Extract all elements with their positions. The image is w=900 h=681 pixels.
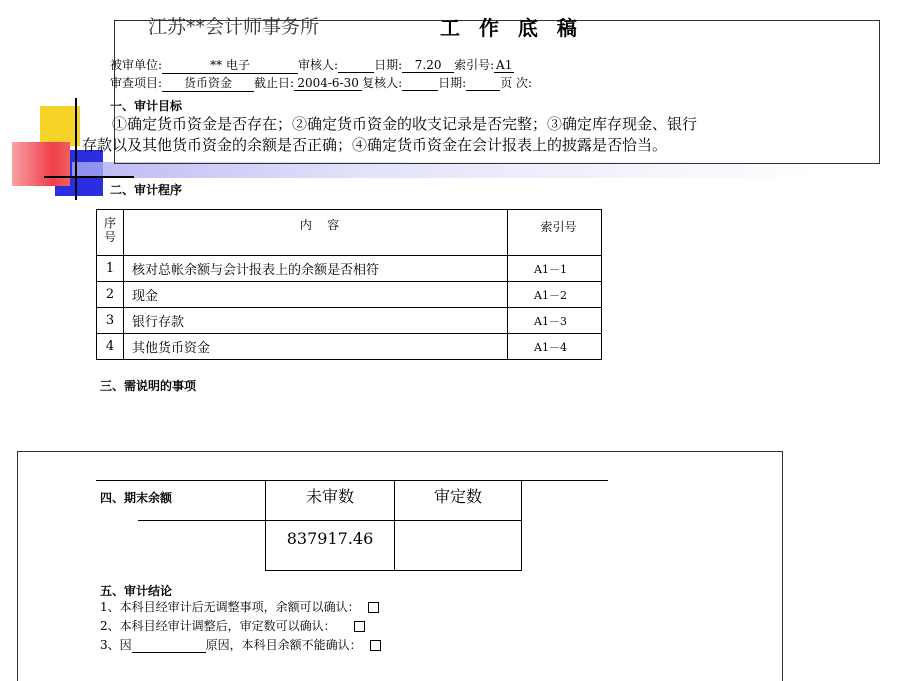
row-index: A1－3 bbox=[508, 308, 602, 334]
balance-header-row bbox=[266, 481, 522, 521]
date-label: 日期: bbox=[374, 58, 403, 72]
rechecker-label: 复核人: bbox=[362, 76, 403, 90]
col-unaudited-header: 未审数 bbox=[266, 481, 395, 521]
conclusion-item-2: 2、本科目经审计调整后，审定数可以确认： bbox=[100, 617, 365, 634]
table-row bbox=[97, 308, 602, 334]
balance-table bbox=[265, 480, 522, 571]
audit-item-value: 货币资金 bbox=[162, 74, 254, 92]
col-audited-header: 审定数 bbox=[395, 481, 522, 521]
reviewer-blank bbox=[338, 58, 374, 73]
info-row-2 bbox=[110, 74, 532, 92]
reason-blank bbox=[132, 638, 206, 653]
objectives-line-2: 存款以及其他货币资金的余额是否正确；④确定货币资金在会计报表上的披露是否恰当。 bbox=[82, 136, 668, 154]
row-no: 4 bbox=[97, 334, 124, 360]
audit-item-label: 审查项目: bbox=[110, 76, 163, 90]
deco-lavender-strip bbox=[72, 162, 812, 178]
col-content-header: 内 容 bbox=[124, 210, 508, 256]
index-label: 索引号: bbox=[454, 58, 495, 72]
row-content: 核对总帐余额与会计报表上的余额是否相符 bbox=[124, 256, 508, 282]
balance-mid-rule bbox=[138, 520, 266, 521]
info-row-1 bbox=[110, 56, 514, 74]
cutoff-value: 2004-6-30 bbox=[294, 76, 362, 91]
procedures-table bbox=[96, 209, 602, 360]
balance-value-row bbox=[266, 521, 522, 571]
row-no: 3 bbox=[97, 308, 124, 334]
row-index: A1－1 bbox=[508, 256, 602, 282]
procedures-heading: 二、审计程序 bbox=[110, 183, 183, 197]
unaudited-value: 837917.46 bbox=[266, 521, 395, 571]
checkbox-1[interactable] bbox=[368, 602, 379, 613]
audited-value bbox=[395, 521, 522, 571]
row-no: 2 bbox=[97, 282, 124, 308]
col-no-header: 序号 bbox=[97, 210, 124, 256]
conclusion-item-1: 1、本科目经审计后无调整事项，余额可以确认： bbox=[100, 598, 379, 615]
audited-unit-label: 被审单位: bbox=[110, 58, 163, 72]
conclusion-item-3: 3、因 原因，本科目余额不能确认： bbox=[100, 636, 381, 653]
firm-name: 江苏**会计师事务所 bbox=[148, 16, 320, 38]
date-value: 7.20 bbox=[402, 58, 454, 73]
balance-heading: 四、期末余额 bbox=[100, 491, 173, 505]
procedures-header-row bbox=[97, 210, 602, 256]
index-value: A1 bbox=[496, 58, 513, 72]
row-index: A1－4 bbox=[508, 334, 602, 360]
deco-red-block bbox=[12, 142, 70, 186]
checkbox-2[interactable] bbox=[354, 621, 365, 632]
deco-horizontal-line bbox=[44, 176, 134, 178]
col-index-header: 索引号 bbox=[508, 210, 602, 256]
row-no: 1 bbox=[97, 256, 124, 282]
document-title: 工 作 底 稿 bbox=[440, 16, 583, 40]
cutoff-label: 截止日: bbox=[254, 76, 295, 90]
checkbox-3[interactable] bbox=[370, 640, 381, 651]
page-label: 页 次: bbox=[500, 76, 533, 90]
rechecker-blank bbox=[402, 76, 438, 91]
row-content: 其他货币资金 bbox=[124, 334, 508, 360]
row-content: 银行存款 bbox=[124, 308, 508, 334]
table-row bbox=[97, 334, 602, 360]
table-row bbox=[97, 282, 602, 308]
audited-unit-value: ** 电子 bbox=[162, 56, 298, 74]
objectives-line-1: ①确定货币资金是否存在；②确定货币资金的收支记录是否完整；③确定库存现金、银行 bbox=[112, 115, 698, 133]
row-content: 现金 bbox=[124, 282, 508, 308]
deco-yellow-square bbox=[40, 106, 80, 146]
notes-heading: 三、需说明的事项 bbox=[100, 379, 197, 393]
row-index: A1－2 bbox=[508, 282, 602, 308]
conclusion-heading: 五、审计结论 bbox=[100, 584, 173, 598]
reviewer-label: 审核人: bbox=[298, 58, 339, 72]
deco-vertical-line bbox=[75, 98, 77, 200]
table-row bbox=[97, 256, 602, 282]
objectives-heading: 一、审计目标 bbox=[110, 99, 183, 113]
date2-blank bbox=[466, 76, 500, 91]
date2-label: 日期: bbox=[438, 76, 467, 90]
